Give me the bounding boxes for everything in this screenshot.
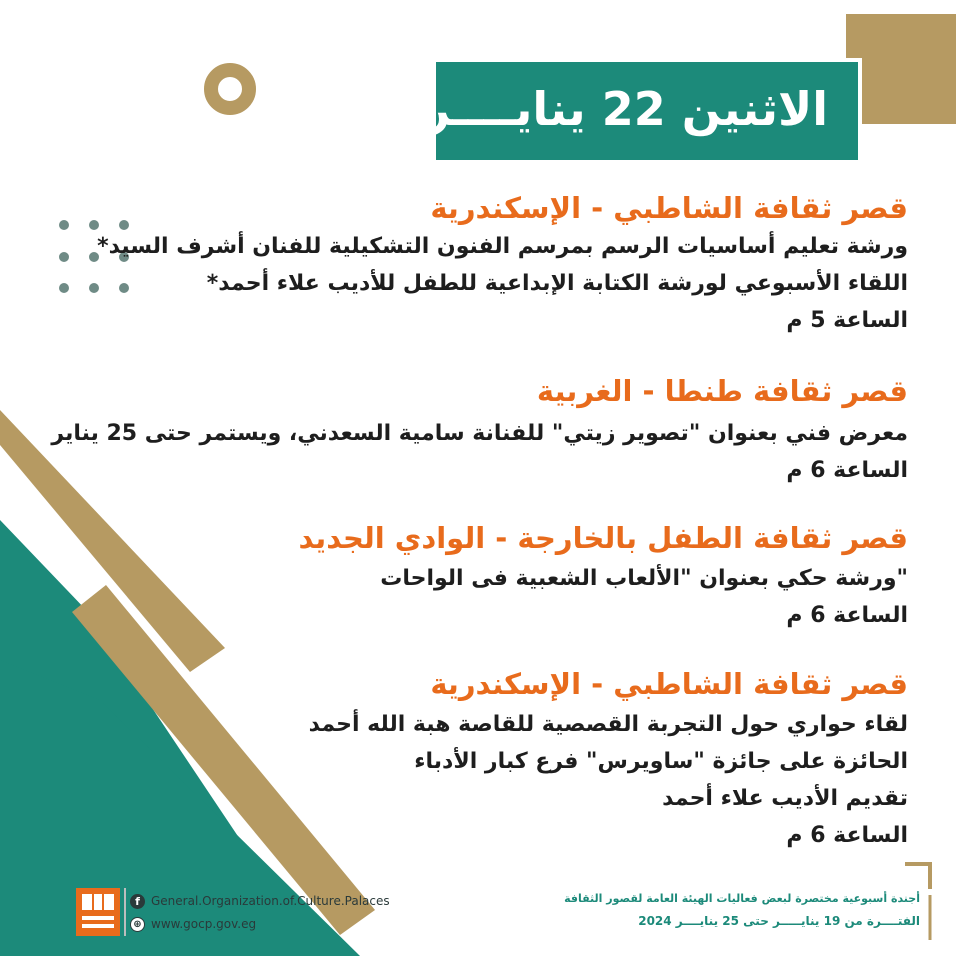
globe-icon: ⊕	[130, 917, 145, 932]
gold-square	[846, 14, 956, 124]
event-line: "ورشة حكي بعنوان "الألعاب الشعبية فى الواحات	[380, 566, 908, 591]
venue-title: قصر ثقافة الشاطبي - الإسكندرية	[430, 191, 908, 225]
gold-ring	[211, 70, 249, 108]
event-line: ورشة تعليم أساسيات الرسم بمرسم الفنون التشكيلية للفنان أشرف السيد*	[97, 234, 908, 259]
event-line: معرض فني بعنوان "تصوير زيتي" للفنانة سامية السعدني، ويستمر حتى 25 يناير	[51, 421, 908, 446]
event-time: الساعة 6 م	[786, 603, 908, 628]
event-line: لقاء حواري حول التجربة القصصية للقاصة هبة الله أحمد	[308, 712, 908, 737]
event-time: الساعة 5 م	[786, 308, 908, 333]
facebook-icon: f	[130, 894, 145, 909]
facebook-page-name[interactable]: General.Organization.of.Culture.Palaces	[151, 894, 390, 908]
agenda-caption: أجندة أسبوعية مختصرة لبعض فعاليات الهيئة العامة لقصور الثقافة	[564, 892, 920, 905]
event-section-1	[88, 188, 908, 339]
event-line: تقديم الأديب علاء أحمد	[662, 786, 908, 811]
event-section-3	[88, 518, 908, 634]
event-section-2	[51, 371, 908, 489]
event-time: الساعة 6 م	[786, 458, 908, 483]
facebook-row[interactable]	[130, 894, 390, 909]
event-line: الحائزة على جائزة "ساويرس" فرع كبار الأدباء	[414, 749, 908, 774]
event-time: الساعة 6 م	[786, 823, 908, 848]
date-title-box	[423, 58, 862, 164]
event-line: اللقاء الأسبوعي لورشة الكتابة الإبداعية للطفل للأديب علاء أحمد*	[206, 271, 908, 296]
date-title: الاثنين 22 ينايــــر	[423, 82, 828, 136]
corner-bracket	[905, 864, 930, 889]
website-row[interactable]	[130, 917, 256, 932]
footer-divider	[124, 888, 126, 936]
website-link[interactable]: www.gocp.gov.eg	[151, 917, 257, 931]
venue-title: قصر ثقافة الطفل بالخارجة - الوادي الجديد	[298, 521, 908, 555]
organization-logo	[76, 888, 120, 936]
venue-title: قصر ثقافة الشاطبي - الإسكندرية	[430, 667, 908, 701]
event-section-4	[88, 664, 908, 854]
venue-title: قصر ثقافة طنطا - الغربية	[536, 374, 908, 408]
agenda-period: الفتــــرة من 19 ينايـــــر حتى 25 ينايــــر 2024	[638, 914, 920, 928]
